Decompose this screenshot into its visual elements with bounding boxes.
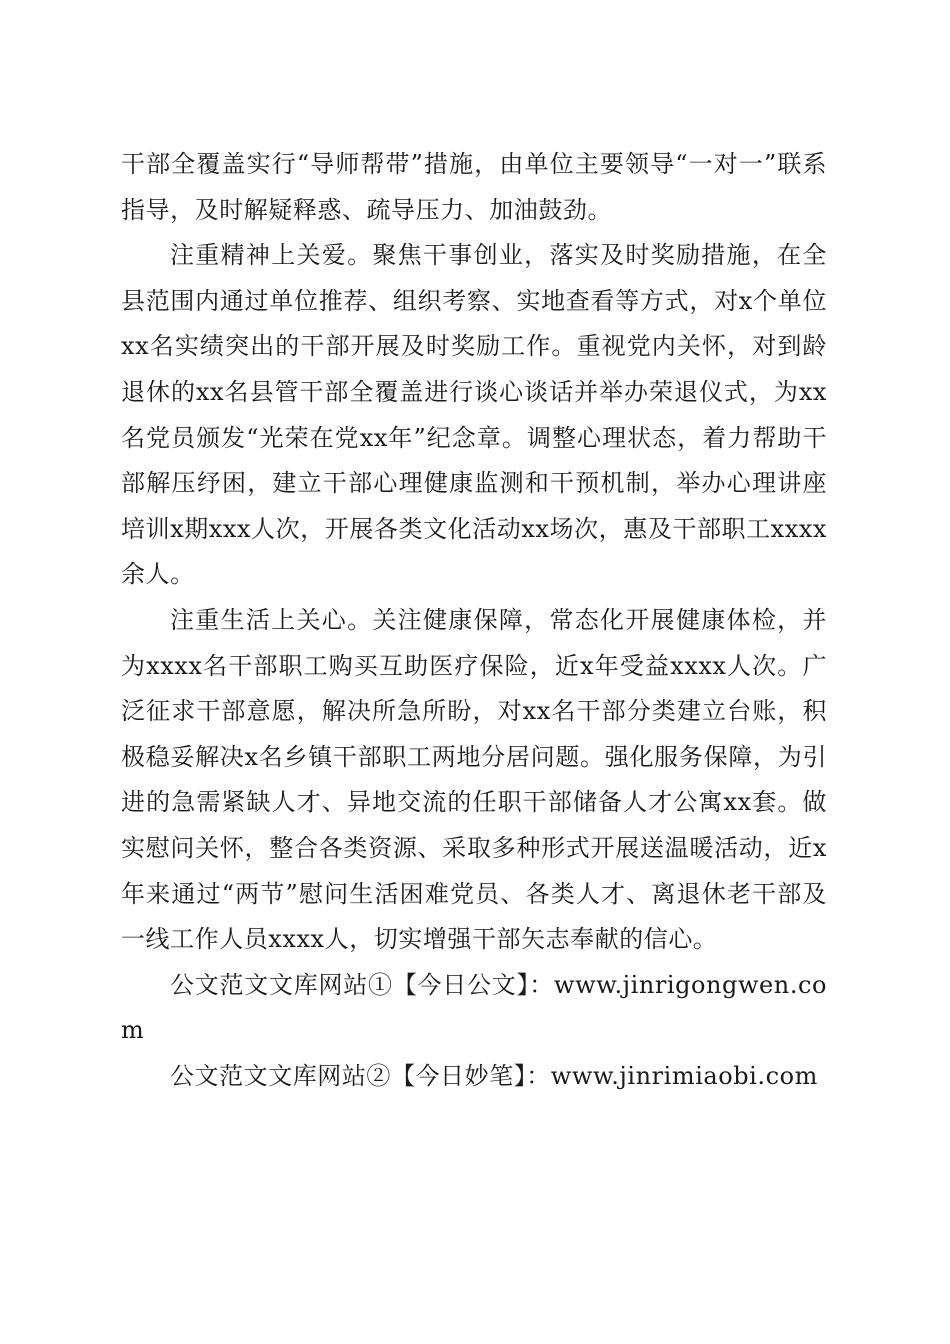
footer-website-link-1[interactable]: 公文范文文库网站①【今日公文】：www.jinrigongwen.com [121, 970, 827, 1045]
paragraph-life-care: 注重生活上关心。关注健康保障，常态化开展健康体检，并为xxxx名干部职工购买互助医疗保险，近x年受益xxxx人次。广泛征求干部意愿，解决所急所盼，对xx名干部分类建立台账，积极稳妥解决x名乡镇干部职工两地分居问题。强化服务保障，为引进的急需紧缺人才、异地交流的任职干部储备人才公寓xx套。做实慰问关怀，整合各类资源、采取多种形式开展送温暖活动，近x年来通过“两节”慰问生活困难党员、各类人才、离退休老干部及一线工作人员xxxx人，切实增强干部矢志奉献的信心。 [121, 605, 827, 954]
paragraph-spiritual-care: 注重精神上关爱。聚焦干事创业，落实及时奖励措施，在全县范围内通过单位推荐、组织考察、实地查看等方式，对x个单位xx名实绩突出的干部开展及时奖励工作。重视党内关怀，对到龄退休的xx名县管干部全覆盖进行谈心谈话并举办荣退仪式，为xx名党员颁发“光荣在党xx年”纪念章。调整心理状态，着力帮助干部解压纾困，建立干部心理健康监测和干预机制，举办心理讲座培训x期xxx人次，开展各类文化活动xx场次，惠及干部职工xxxx余人。 [121, 241, 827, 589]
paragraph-continuation: 干部全覆盖实行“导师帮带”措施，由单位主要领导“一对一”联系指导，及时解疑释惑、疏导压力、加油鼓劲。 [121, 150, 827, 224]
document-body [121, 142, 827, 1099]
footer-website-link-2[interactable]: 公文范文文库网站②【今日妙笔】：www.jinrimiaobi.com [170, 1061, 818, 1090]
